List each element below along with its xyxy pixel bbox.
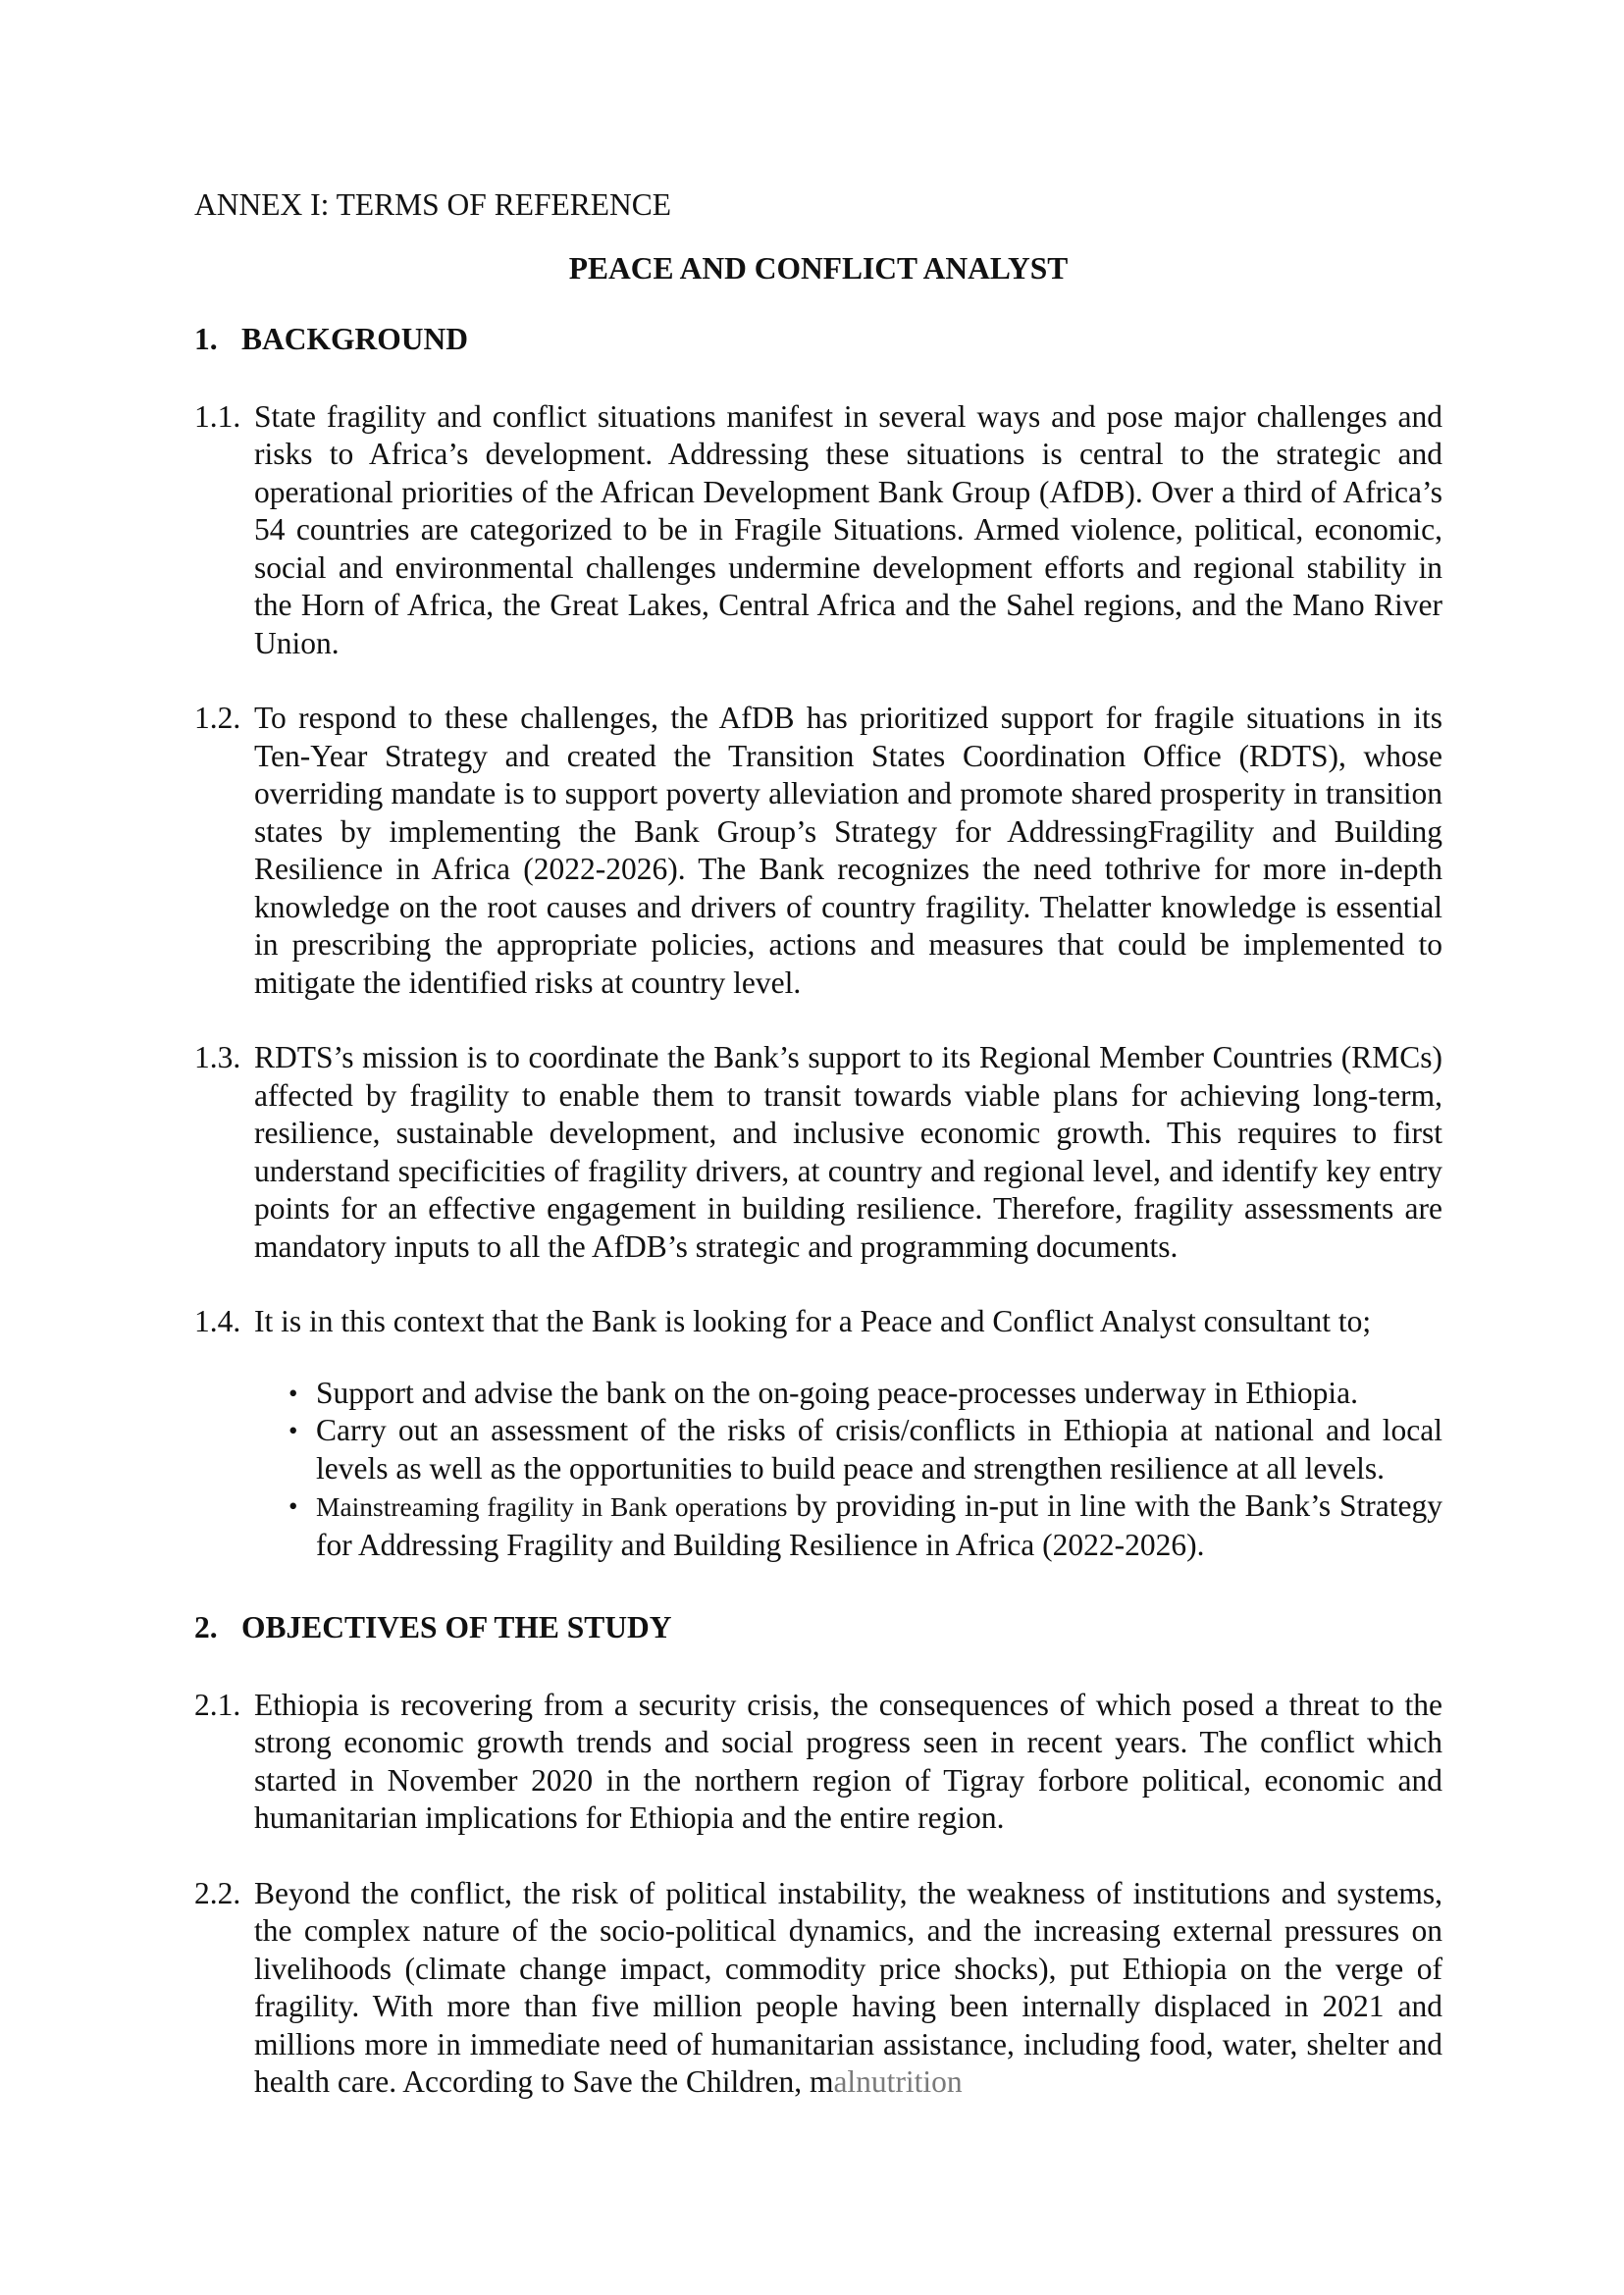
section-title: BACKGROUND xyxy=(241,322,469,356)
bullet-text-container xyxy=(316,1487,1442,1564)
paragraph-text-container xyxy=(254,1875,1442,2102)
bullet-text: Carry out an assessment of the risks of crisis/conflicts in Ethiopia at national and local levels as well as the opportunities to build peace and strengthen resilience at all levels. xyxy=(316,1413,1442,1486)
paragraph-text: Beyond the conflict, the risk of political instability, the weakness of institutions and systems, the complex nature of the socio-political dynamics, and the increasing external pressures on livelihoods (climate change impact, commodity price shocks), put Ethiopia on the verge of fragility. With more than five million people having been internally displaced in 2021 and millions more in immediate need of humanitarian assistance, including food, water, shelter and health care. According to Save the Children, m xyxy=(254,1875,1442,2099)
paragraph-1-1 xyxy=(194,398,1442,663)
paragraph-text: It is in this context that the Bank is looking for a Peace and Conflict Analyst consultant to; xyxy=(254,1304,1372,1338)
section-heading-objectives xyxy=(194,1609,1442,1647)
paragraph-number: 1.3. xyxy=(194,1040,241,1074)
paragraph-number: 1.2. xyxy=(194,701,241,735)
section-number: 1. xyxy=(194,322,218,356)
paragraph-text-faded: alnutrition xyxy=(833,2064,963,2099)
document-page xyxy=(194,186,1442,2102)
section-title: OBJECTIVES OF THE STUDY xyxy=(241,1610,672,1644)
document-title: PEACE AND CONFLICT ANALYST xyxy=(568,250,1069,286)
list-item xyxy=(194,1487,1442,1564)
paragraph-number: 2.2. xyxy=(194,1875,241,1910)
paragraph-number: 2.1. xyxy=(194,1687,241,1722)
paragraph-number: 1.1. xyxy=(194,398,241,434)
bullet-icon: • xyxy=(288,1416,298,1445)
section-heading-background xyxy=(194,321,1442,359)
paragraph-2-1 xyxy=(194,1687,1442,1838)
bullet-lead-text: Mainstreaming fragility in Bank operations xyxy=(316,1491,788,1522)
list-item xyxy=(194,1412,1442,1487)
paragraph-text: State fragility and conflict situations manifest in several ways and pose major challenges and risks to Africa’s development. Addressing these situations is central to the strategic and operational priorities of the African Development Bank Group (AfDB). Over a third of Africa’s 54 countries are categorized to be in Fragile Situations. Armed violence, political, economic, social and environmental challenges undermine development efforts and regional stability in the Horn of Africa, the Great Lakes, Central Africa and the Sahel regions, and the Mano River Union. xyxy=(254,398,1442,660)
bullet-text: by providing in-put in line with the Bank’s Strategy for Addressing Fragility and Building Resilience in Africa (2022-2026). xyxy=(316,1488,1442,1562)
paragraph-2-2 xyxy=(194,1875,1442,2102)
bullet-icon: • xyxy=(288,1378,298,1408)
section-number: 2. xyxy=(194,1610,218,1644)
paragraph-1-3 xyxy=(194,1039,1442,1266)
paragraph-1-2 xyxy=(194,700,1442,1002)
annex-title: ANNEX I: TERMS OF REFERENCE xyxy=(194,187,671,222)
paragraph-text: RDTS’s mission is to coordinate the Bank’s support to its Regional Member Countries (RMCs) affected by fragility to enable them to transit towards viable plans for achieving long-term, resilience, sustainable development, and inclusive economic growth. This requires to first understand specificities of fragility drivers, at country and regional level, and identify key entry points for an effective engagement in building resilience. Therefore, fragility assessments are mandatory inputs to all the AfDB’s strategic and programming documents. xyxy=(254,1040,1442,1264)
bullet-text: Support and advise the bank on the on-going peace-processes underway in Ethiopia. xyxy=(316,1375,1358,1410)
paragraph-text: Ethiopia is recovering from a security crisis, the consequences of which posed a threat to the strong economic growth trends and social progress seen in recent years. The conflict which started in November 2020 in the northern region of Tigray forbore political, economic and humanitarian implications for Ethiopia and the entire region. xyxy=(254,1687,1442,1835)
bullet-list xyxy=(194,1375,1442,1565)
list-item xyxy=(194,1375,1442,1413)
paragraph-number: 1.4. xyxy=(194,1304,241,1338)
paragraph-text: To respond to these challenges, the AfDB has prioritized support for fragile situations in its Ten-Year Strategy and created the Transition States Coordination Office (RDTS), whose overriding mandate is to support poverty alleviation and promote shared prosperity in transition states by implementing the Bank Group’s Strategy for AddressingFragility and Building Resilience in Africa (2022-2026). The Bank recognizes the need tothrive for more in-depth knowledge on the root causes and drivers of country fragility. Thelatter knowledge is essential in prescribing the appropriate policies, actions and measures that could be implemented to mitigate the identified risks at country level. xyxy=(254,701,1442,1000)
bullet-icon: • xyxy=(288,1491,298,1521)
paragraph-1-4 xyxy=(194,1303,1442,1341)
